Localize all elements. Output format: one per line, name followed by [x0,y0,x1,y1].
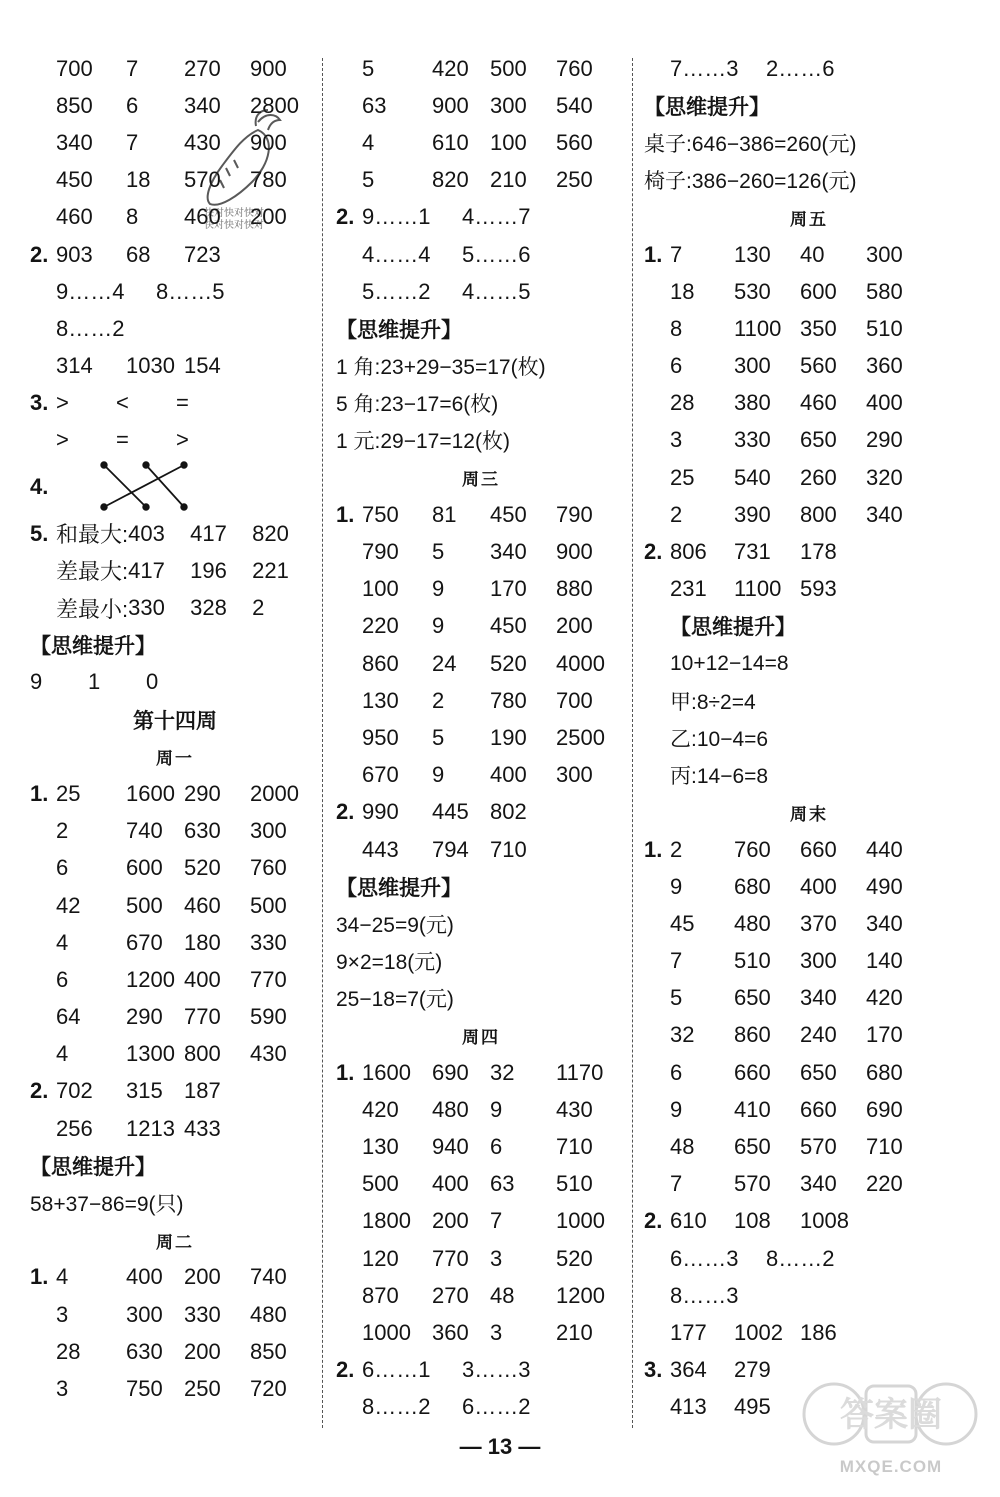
question-number: 1. [30,1264,49,1290]
answer-row: 9 410 660 690 [670,1096,903,1122]
question-number: 4. [30,474,49,500]
answer-row: 5 820 210 250 [362,167,593,193]
answer-row: 3 750 250 720 [56,1375,287,1401]
question-number: 2. [336,204,355,230]
question-number: 1. [644,241,663,267]
answer-row: 2. 6……1 3……3 [336,1357,531,1383]
matching-lines-diagram [56,459,206,515]
answer-row: 130 2 780 700 [362,687,593,713]
answer-row: 7 570 340 220 [670,1171,903,1197]
equation-line: 1 角:23+29−35=17(枚) [336,356,546,380]
answer-row: 420 480 9 430 [362,1096,593,1122]
answer-row: 63 900 300 540 [362,92,593,118]
answer-row: > = > [56,427,189,453]
answer-row: 6 300 560 360 [670,353,903,379]
day-title: 周末 [790,804,828,824]
answer-row: 950 5 190 2500 [362,724,605,750]
answer-row: 18 530 600 580 [670,278,903,304]
answer-column-3 [644,50,974,1426]
answer-row: 790 5 340 900 [362,539,593,565]
watermark-url: MXQE.COM [839,1457,943,1476]
answer-row: 7……3 2……6 [670,55,835,81]
answer-row: 3 330 650 290 [670,427,903,453]
section-heading-thinking: 【思维提升】 [670,616,796,640]
svg-text:快对快对快对: 快对快对快对 [204,220,264,231]
answer-row: 870 270 48 1200 [362,1282,605,1308]
day-title: 周三 [462,470,500,490]
answer-row: 1800 200 7 1000 [362,1208,605,1234]
equation-line: 5 角:23−17=6(枚) [336,393,499,417]
question-number: 3. [30,390,49,416]
answer-row: 2 740 630 300 [56,818,287,844]
answer-row: 8……3 [670,1282,739,1308]
equation-line: 乙:10−4=6 [670,727,769,751]
answer-row: 8……2 [56,315,125,341]
answer-row: 460 8 460 200 [56,204,287,230]
day-title: 周四 [462,1027,500,1047]
equation-line: 58+37−86=9(只) [30,1193,184,1217]
answer-column-1 [30,50,320,1408]
equation-line: 10+12−14=8 [670,651,789,675]
answer-row: 4 610 100 560 [362,129,593,155]
answer-row: 2. 610 108 1008 [644,1208,849,1234]
carrot-mascot-icon [196,108,286,236]
answer-row: 4 670 180 330 [56,929,287,955]
week-title: 第十四周 [133,709,217,733]
equation-line: 34−25=9(元) [336,913,454,937]
question-number: 2. [336,1357,355,1383]
answer-row: 32 860 240 170 [670,1022,903,1048]
equation-line: 25−18=7(元) [336,988,454,1012]
day-title: 周二 [156,1232,194,1252]
answer-row: 8……2 6……2 [362,1394,531,1420]
answer-row: 2. 903 68 723 [30,241,221,267]
answer-row [30,459,320,515]
answer-row: 64 290 770 590 [56,1004,287,1030]
answer-row: 850 6 340 2800 [56,92,299,118]
day-title: 周五 [790,209,828,229]
question-number: 3. [644,1357,663,1383]
answer-row: 42 500 460 500 [56,892,287,918]
answer-row: 45 480 370 340 [670,910,903,936]
answer-row: 130 940 6 710 [362,1134,593,1160]
answer-row: 100 9 170 880 [362,576,593,602]
question-number: 2. [336,799,355,825]
answer-row: 6 600 520 760 [56,855,287,881]
answer-row: 443 794 710 [362,836,527,862]
answer-row: 4 1300 800 430 [56,1041,287,1067]
page-number: — 13 — [459,1434,541,1459]
answer-row: 2. 806 731 178 [644,539,837,565]
answer-row: 25 540 260 320 [670,464,903,490]
answer-row: 256 1213 433 [56,1115,221,1141]
section-heading-thinking: 【思维提升】 [644,95,770,119]
answer-row: 700 7 270 900 [56,55,287,81]
question-number: 2. [644,539,663,565]
answer-row: 5. 和最大: 403 417 820 [30,520,289,548]
answer-row: 差最大: 417 196 221 [56,557,289,585]
svg-text:答案圈: 答案圈 [840,1396,942,1434]
answer-row: 2. 702 315 187 [30,1078,221,1104]
svg-text:快对快对快对: 快对快对快对 [204,208,264,219]
question-number: 5. [30,520,49,546]
answer-row: 1. 2 760 660 440 [644,836,903,862]
answer-row: 6……3 8……2 [670,1245,835,1271]
answer-row: 1. 4 400 200 740 [30,1264,287,1290]
answer-row: 177 1002 186 [670,1319,837,1345]
answer-row: 7 510 300 140 [670,948,903,974]
watermark-seal-icon [796,1374,986,1452]
answer-row: 28 380 460 400 [670,390,903,416]
answer-row: 9 680 400 490 [670,873,903,899]
answer-row: 2 390 800 340 [670,501,903,527]
answer-row: 2. 990 445 802 [336,799,527,825]
answer-row: 1000 360 3 210 [362,1319,593,1345]
equation-line: 椅子:386−260=126(元) [644,170,857,194]
answer-row: 220 9 450 200 [362,613,593,639]
answer-row: 1. 7 130 40 300 [644,241,903,267]
answer-row: 120 770 3 520 [362,1245,593,1271]
answer-row: 860 24 520 4000 [362,650,605,676]
watermark-logo [796,1374,986,1492]
answer-row: 8 1100 350 510 [670,315,903,341]
section-heading-thinking: 【思维提升】 [336,318,462,342]
question-number: 2. [30,241,49,267]
question-number: 2. [30,1078,49,1104]
answer-row: 1. 750 81 450 790 [336,501,593,527]
answer-row: 670 9 400 300 [362,762,593,788]
column-divider [632,58,633,1428]
answer-row: 3 300 330 480 [56,1301,287,1327]
answer-row: 413 495 [670,1394,771,1420]
answer-row: 4……4 5……6 [362,241,531,267]
section-heading-thinking: 【思维提升】 [30,1155,156,1179]
answer-row: 28 630 200 850 [56,1338,287,1364]
equation-line: 9×2=18(元) [336,951,443,975]
answer-row: 9……4 8……5 [56,278,225,304]
question-number: 2. [644,1208,663,1234]
equation-line: 桌子:646−386=260(元) [644,132,857,156]
answer-row: 1. 1600 690 32 1170 [336,1059,604,1085]
equation-line: 丙:14−6=8 [670,765,769,789]
equation-line: 1 元:29−17=12(枚) [336,430,510,454]
answer-row: 差最小: 330 328 2 [56,595,265,622]
answer-row: 3. > < = [30,390,189,416]
equation-line: 甲:8÷2=4 [670,690,756,714]
answer-row: 48 650 570 710 [670,1134,903,1160]
section-heading-thinking: 【思维提升】 [30,635,156,659]
answer-row: 340 7 430 900 [56,129,287,155]
answer-row: 314 1030 154 [56,353,221,379]
answer-column-2 [336,50,626,1426]
question-number: 1. [30,780,49,806]
answer-row: 450 18 570 780 [56,167,287,193]
answer-row: 3. 364 279 [644,1357,771,1383]
question-number: 1. [336,501,355,527]
answer-row: 5 420 500 760 [362,55,593,81]
answer-row: 5 650 340 420 [670,985,903,1011]
question-number: 1. [644,836,663,862]
answer-row: 2. 9……1 4……7 [336,204,531,230]
answer-row: 500 400 63 510 [362,1171,593,1197]
answer-row: 5……2 4……5 [362,278,531,304]
question-number: 1. [336,1059,355,1085]
answer-row: 1. 25 1600 290 2000 [30,780,299,806]
answer-row: 6 660 650 680 [670,1059,903,1085]
answer-row: 9 1 0 [30,669,159,695]
section-heading-thinking: 【思维提升】 [336,876,462,900]
answer-row: 231 1100 593 [670,576,837,602]
day-title: 周一 [156,749,194,769]
answer-row: 6 1200 400 770 [56,966,287,992]
column-divider [322,58,323,1428]
